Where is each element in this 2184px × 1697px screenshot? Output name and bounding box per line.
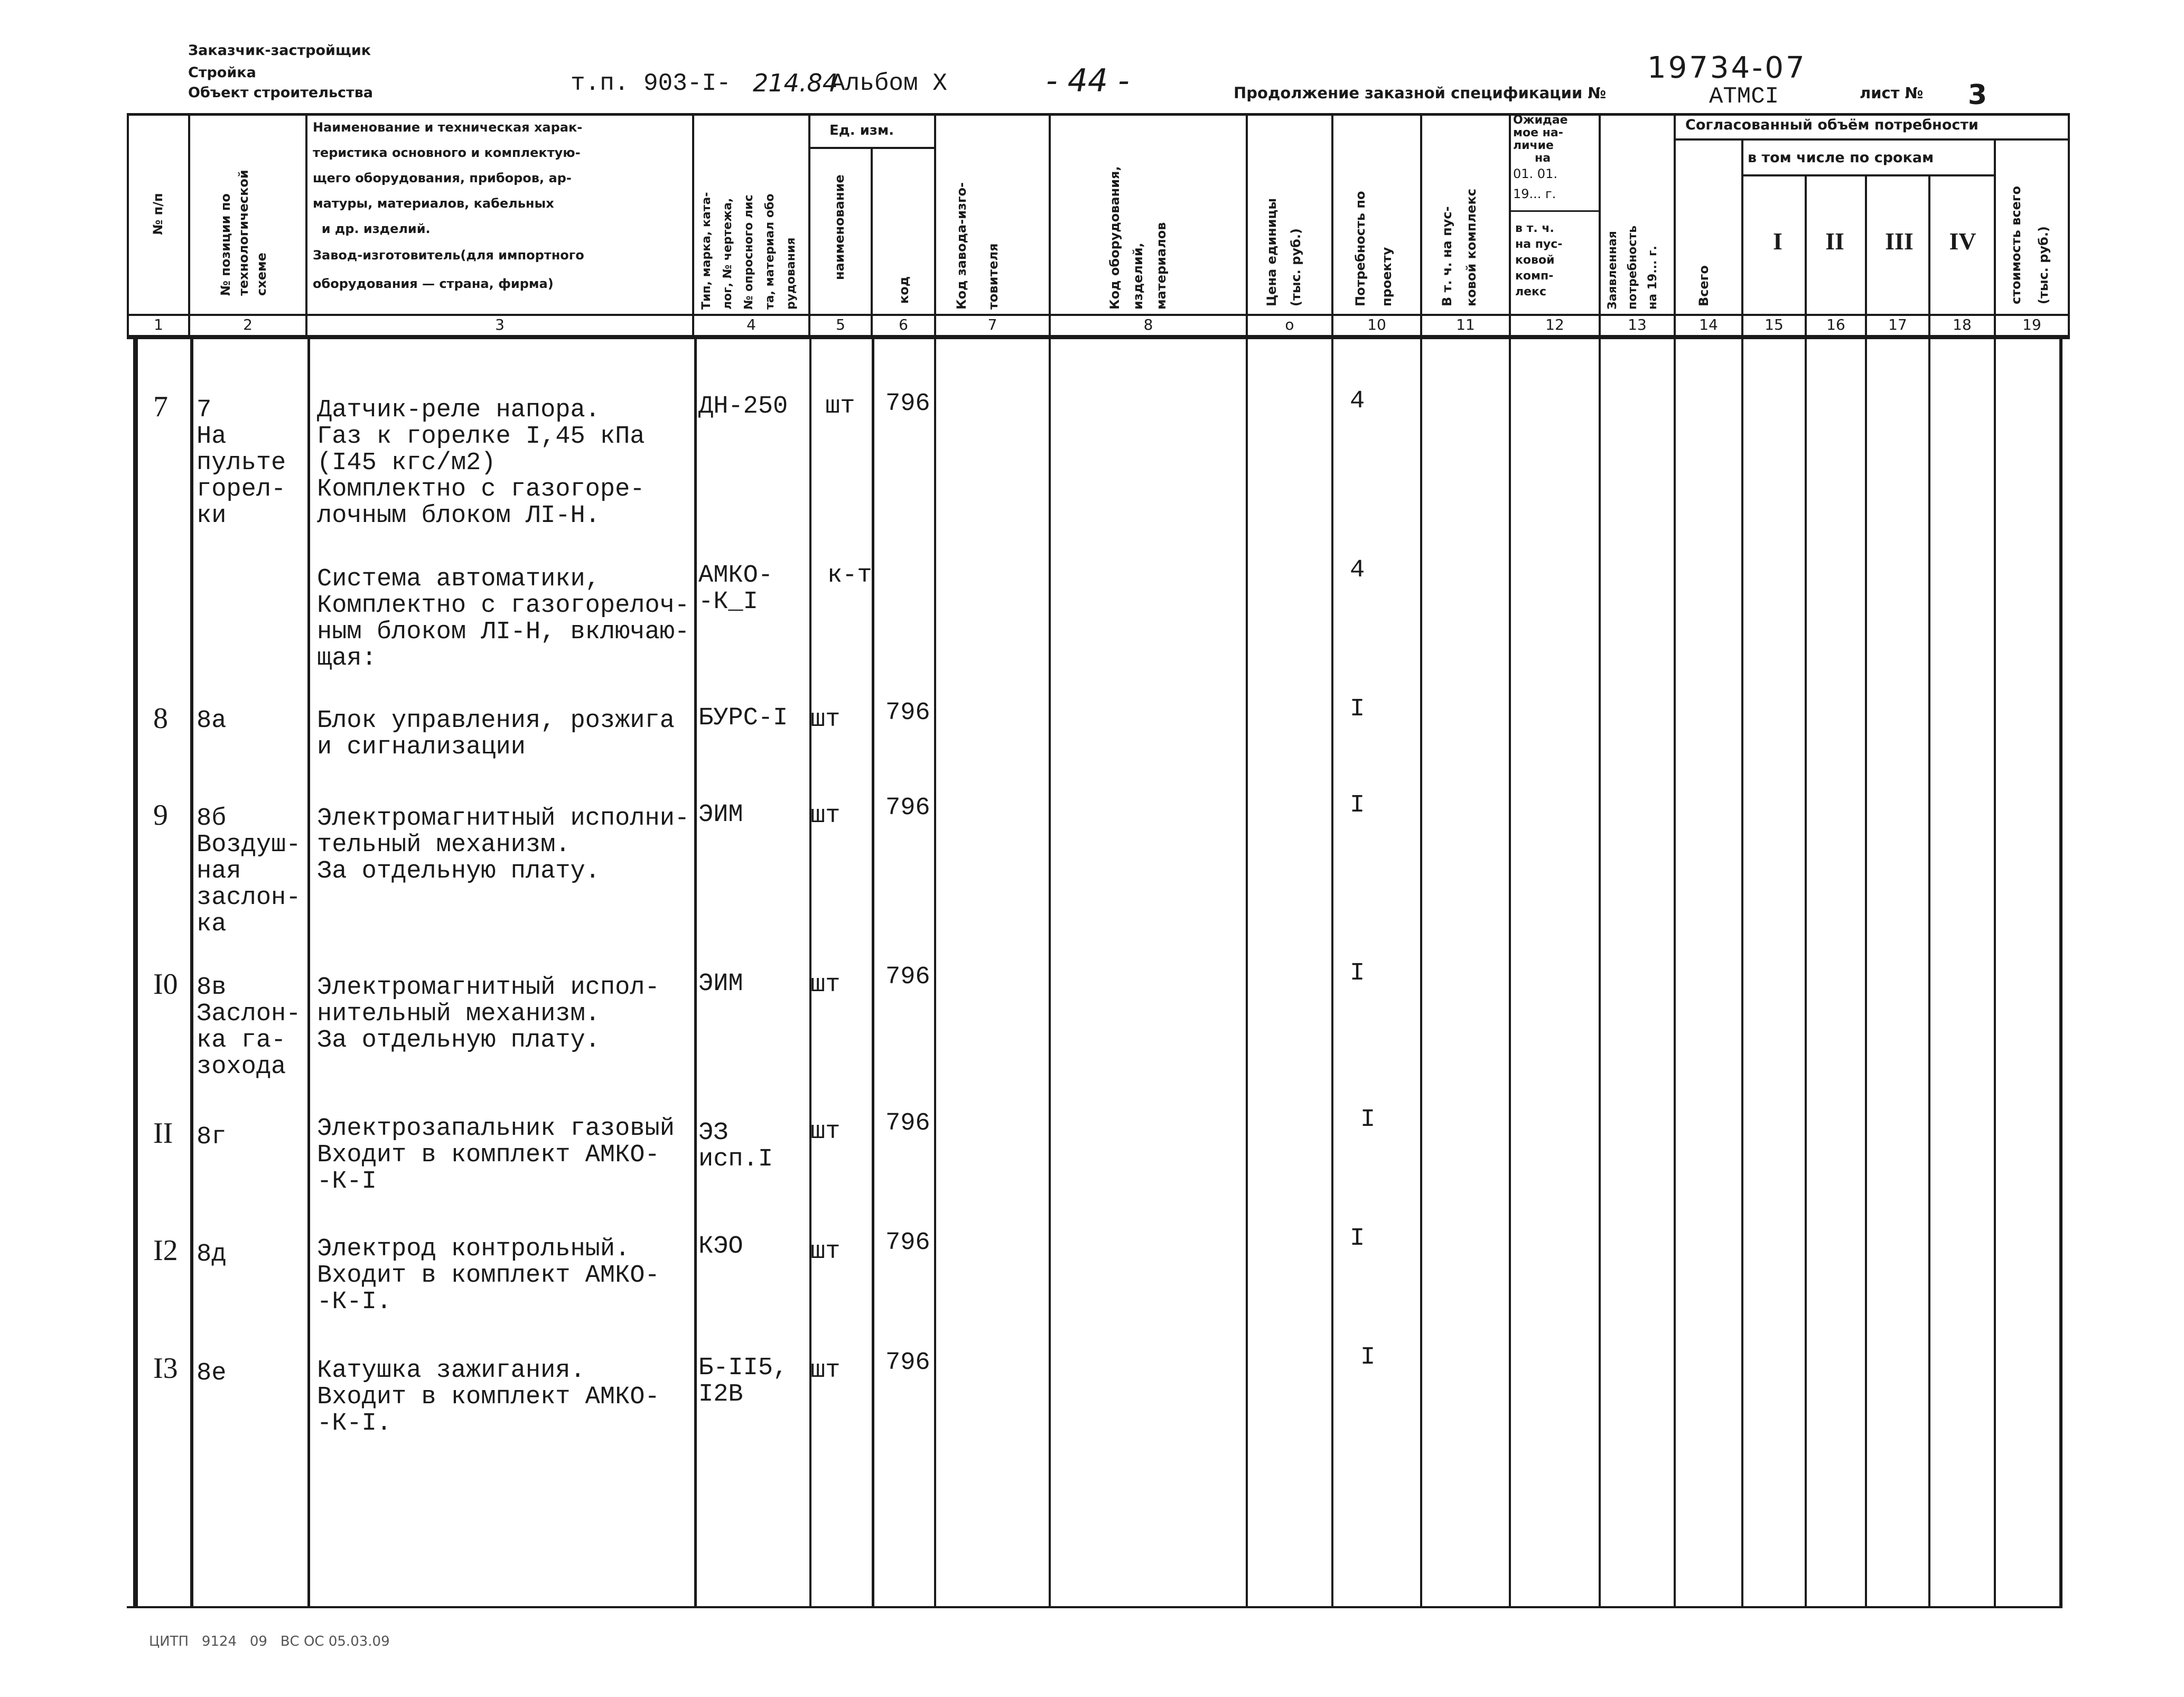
row-unit: шт bbox=[810, 1118, 841, 1146]
body-line-5 bbox=[872, 338, 874, 1608]
row-qty: I bbox=[1350, 791, 1365, 819]
col-line-2 bbox=[305, 113, 307, 338]
row-name: Датчик-реле напора. Газ к горелке I,45 кПа (I45 кгс/м2) Комплектно с газогоре- лочным блоком ЛI-Н. bbox=[317, 396, 645, 530]
header-c12-line: Ожидае bbox=[1513, 114, 1568, 127]
body-line-6 bbox=[934, 338, 936, 1608]
row-unit: шт bbox=[810, 1357, 841, 1385]
header-c9: Цена единицы (тыс. руб.) bbox=[1264, 198, 1303, 306]
header-c18: IV bbox=[1949, 228, 1976, 255]
column-number: 4 bbox=[746, 316, 756, 333]
row-code: 796 bbox=[885, 390, 930, 418]
col-line-14 bbox=[1741, 138, 1743, 338]
header-c3-line: Наименование и техническая харак- bbox=[313, 120, 583, 135]
column-number: 19 bbox=[2022, 316, 2041, 333]
header-c12-line: лекс bbox=[1515, 285, 1547, 299]
header-c17: III bbox=[1885, 228, 1914, 255]
column-number: 7 bbox=[987, 316, 997, 333]
row-type: Б-II5, I2В bbox=[698, 1354, 788, 1409]
body-line-17 bbox=[1928, 338, 1930, 1608]
continuation-label: Продолжение заказной спецификации № bbox=[1234, 84, 1607, 102]
row-code: 796 bbox=[885, 1349, 930, 1377]
customer-label: Заказчик-застройщик bbox=[188, 42, 371, 59]
header-c3-line: теристика основного и комплектую- bbox=[313, 145, 581, 160]
col-line-1 bbox=[188, 113, 190, 338]
row-qty: 4 bbox=[1350, 387, 1365, 415]
header-c3-line: матуры, материалов, кабельных bbox=[313, 196, 554, 211]
terms-group-line bbox=[1741, 174, 1994, 176]
row-unit: шт bbox=[810, 1238, 841, 1266]
body-line-15 bbox=[1805, 338, 1807, 1608]
column-number: 10 bbox=[1367, 316, 1386, 333]
sheet-label: лист № bbox=[1860, 84, 1924, 102]
header-terms-group: в том числе по срокам bbox=[1748, 150, 1934, 166]
body-line-18 bbox=[1994, 338, 1996, 1608]
header-c12-line: на пус- bbox=[1515, 238, 1563, 251]
row-type: КЭО bbox=[698, 1233, 743, 1261]
header-c5: наименование bbox=[832, 174, 847, 280]
row-code: 796 bbox=[885, 1109, 930, 1137]
col-line-19 bbox=[2068, 113, 2070, 338]
col-line-12 bbox=[1599, 113, 1601, 338]
body-line-3 bbox=[694, 338, 697, 1608]
row-number: I2 bbox=[153, 1234, 178, 1267]
header-c12-line: личие bbox=[1513, 139, 1554, 152]
row-qty: I bbox=[1360, 1106, 1376, 1134]
col-line-8 bbox=[1246, 113, 1248, 338]
page-number-handwritten: - 44 - bbox=[1046, 62, 1130, 99]
row-unit: шт bbox=[825, 393, 855, 421]
row-position: 8б Воздуш- ная заслон- ка bbox=[197, 805, 301, 938]
c12-split-line bbox=[1510, 210, 1599, 212]
header-c7: Код завода-изго- товителя bbox=[954, 182, 1001, 310]
column-number: о bbox=[1285, 316, 1294, 333]
table-bottom-border bbox=[127, 1606, 2061, 1608]
row-type: ДН-250 bbox=[698, 393, 788, 421]
header-c11: В т. ч. на пус- ковой комплекс bbox=[1440, 189, 1479, 306]
column-number: 14 bbox=[1699, 316, 1718, 333]
row-type: ЭЗ исп.I bbox=[698, 1119, 773, 1173]
row-unit: шт bbox=[810, 706, 841, 734]
table-top-border bbox=[127, 113, 2070, 116]
spec-code: АТМСI bbox=[1709, 83, 1779, 110]
body-line-13 bbox=[1674, 338, 1676, 1608]
row-name: Электрод контрольный. Входит в комплект АМКО- -К-I. bbox=[317, 1235, 660, 1316]
project-number-handwritten: 214.84 bbox=[753, 69, 838, 97]
header-c12-line: ковой bbox=[1515, 254, 1555, 267]
header-c12-line: комп- bbox=[1515, 269, 1554, 283]
header-c19: стоимость всего (тыс. руб.) bbox=[2009, 186, 2051, 304]
header-c6: код bbox=[897, 276, 911, 304]
body-line-12 bbox=[1599, 338, 1601, 1608]
header-c3-line: Завод-изготовитель(для импортного bbox=[313, 248, 584, 263]
header-c16: II bbox=[1825, 228, 1844, 255]
body-line-8 bbox=[1246, 338, 1248, 1608]
row-code: 796 bbox=[885, 1229, 930, 1257]
column-number: 18 bbox=[1953, 316, 1972, 333]
row-code: 796 bbox=[885, 699, 930, 727]
col-line-10 bbox=[1420, 113, 1422, 338]
header-c1: № п/п bbox=[151, 193, 165, 235]
col-line-15 bbox=[1805, 174, 1807, 338]
row-position: 8д bbox=[197, 1241, 227, 1269]
doc-number-handwritten: 19734-07 bbox=[1647, 51, 1807, 85]
row-position: 8г bbox=[197, 1123, 227, 1151]
project-prefix: т.п. 903-I- bbox=[571, 70, 731, 97]
body-line-10 bbox=[1420, 338, 1422, 1608]
site-label: Стройка bbox=[188, 64, 256, 81]
row-code: 796 bbox=[885, 963, 930, 991]
header-c14: Всего bbox=[1696, 265, 1711, 306]
row-qty: 4 bbox=[1350, 556, 1365, 584]
column-number: 2 bbox=[243, 316, 253, 333]
row-code: 796 bbox=[885, 794, 930, 822]
row-name: Блок управления, розжига и сигнализации bbox=[317, 707, 675, 761]
row-qty: I bbox=[1350, 959, 1365, 987]
header-c12-line: в т. ч. bbox=[1515, 222, 1554, 235]
row-position: 8а bbox=[197, 707, 227, 735]
row-type: БУРС-I bbox=[698, 704, 788, 732]
column-number: 13 bbox=[1628, 316, 1647, 333]
header-c2: № позиции по технологической схеме bbox=[218, 170, 269, 296]
row-number: 7 bbox=[153, 390, 168, 423]
col-line-17 bbox=[1928, 174, 1930, 338]
body-line-11 bbox=[1509, 338, 1511, 1608]
row-qty: I bbox=[1350, 1225, 1365, 1253]
col-line-18 bbox=[1994, 138, 1996, 338]
header-c10: Потребность по проекту bbox=[1353, 191, 1394, 306]
row-name: Система автоматики, Комплектно с газогорелоч- ным блоком ЛI-Н, включаю- щая: bbox=[317, 565, 690, 673]
col-line-0 bbox=[127, 113, 129, 338]
header-c13: Заявленная потребность на 19... г. bbox=[1606, 225, 1659, 310]
column-number: 11 bbox=[1456, 316, 1475, 333]
column-number: 16 bbox=[1826, 316, 1845, 333]
body-left-border bbox=[133, 338, 138, 1608]
col-line-16 bbox=[1865, 174, 1867, 338]
header-c3-line: щего оборудования, приборов, ар- bbox=[313, 171, 572, 185]
body-line-14 bbox=[1741, 338, 1743, 1608]
header-c12-line: 19... г. bbox=[1513, 187, 1556, 201]
header-agreed-group: Согласованный объём потребности bbox=[1685, 117, 1978, 133]
col-line-9 bbox=[1331, 113, 1333, 338]
sheet-number: 3 bbox=[1968, 79, 1987, 111]
column-number: 6 bbox=[899, 316, 908, 333]
row-type: ЭИМ bbox=[698, 970, 743, 998]
body-line-9 bbox=[1331, 338, 1333, 1608]
body-right-border bbox=[2059, 338, 2062, 1608]
column-number: 1 bbox=[154, 316, 163, 333]
col-line-7 bbox=[1049, 113, 1051, 338]
column-number: 12 bbox=[1545, 316, 1564, 333]
row-name: Электромагнитный исполни- тельный механизм. За отдельную плату. bbox=[317, 805, 690, 885]
column-numbers-bottom-line bbox=[127, 335, 2070, 339]
row-name: Электрозапальник газовый Входит в комплект АМКО- -К-I bbox=[317, 1115, 675, 1196]
header-c8: Код оборудования, изделий, материалов bbox=[1107, 166, 1169, 310]
header-c15: I bbox=[1773, 228, 1782, 255]
column-number: 3 bbox=[495, 316, 505, 333]
row-unit: к-т bbox=[827, 562, 872, 590]
body-line-16 bbox=[1865, 338, 1867, 1608]
album-label: Альбом X bbox=[830, 70, 947, 97]
body-line-2 bbox=[307, 338, 310, 1608]
agreed-group-line bbox=[1674, 138, 2070, 141]
row-unit: шт bbox=[810, 802, 841, 830]
header-c3-line: и др. изделий. bbox=[313, 221, 431, 236]
header-c12-line: 01. 01. bbox=[1513, 166, 1557, 181]
col-line-6 bbox=[934, 113, 936, 338]
row-number: 9 bbox=[153, 799, 168, 832]
header-c12-line: на bbox=[1535, 152, 1551, 165]
column-number: 17 bbox=[1888, 316, 1907, 333]
row-qty: I bbox=[1360, 1344, 1376, 1372]
col-line-4 bbox=[808, 113, 810, 338]
object-label: Объект строительства bbox=[188, 85, 373, 101]
column-number: 15 bbox=[1765, 316, 1784, 333]
column-number: 8 bbox=[1143, 316, 1153, 333]
row-name: Катушка зажигания. Входит в комплект АМКО- -К-I. bbox=[317, 1357, 660, 1438]
body-line-7 bbox=[1049, 338, 1051, 1608]
row-qty: I bbox=[1350, 695, 1365, 723]
row-position: 8е bbox=[197, 1359, 227, 1387]
column-number: 5 bbox=[836, 316, 845, 333]
header-c12-line: мое на- bbox=[1513, 126, 1563, 139]
row-name: Электромагнитный испол- нительный механизм. За отдельную плату. bbox=[317, 974, 660, 1055]
col-line-13 bbox=[1674, 113, 1676, 338]
row-type: АМКО- -К_I bbox=[698, 562, 773, 616]
footer-stamp: ЦИТП 9124 09 ВС ОС 05.03.09 bbox=[149, 1634, 390, 1649]
row-number: I3 bbox=[153, 1352, 178, 1385]
row-type: ЭИМ bbox=[698, 801, 743, 829]
header-c3-line: оборудования — страна, фирма) bbox=[313, 276, 554, 291]
col-line-11 bbox=[1509, 113, 1511, 338]
row-position: 7 На пульте горел- ки bbox=[197, 396, 286, 530]
body-line-1 bbox=[190, 338, 193, 1608]
header-unit-group: Ед. изм. bbox=[829, 123, 894, 138]
row-position: 8в Заслон- ка га- зохода bbox=[197, 974, 301, 1081]
row-number: I0 bbox=[153, 968, 178, 1001]
col-line-3 bbox=[692, 113, 694, 338]
row-unit: шт bbox=[810, 971, 841, 999]
header-c4: Тип, марка, ката- лог, № чертежа, № опросного лис та, материал обо рудования bbox=[700, 192, 798, 310]
row-number: 8 bbox=[153, 702, 168, 735]
col-line-5 bbox=[871, 147, 873, 338]
row-number: II bbox=[153, 1117, 173, 1150]
